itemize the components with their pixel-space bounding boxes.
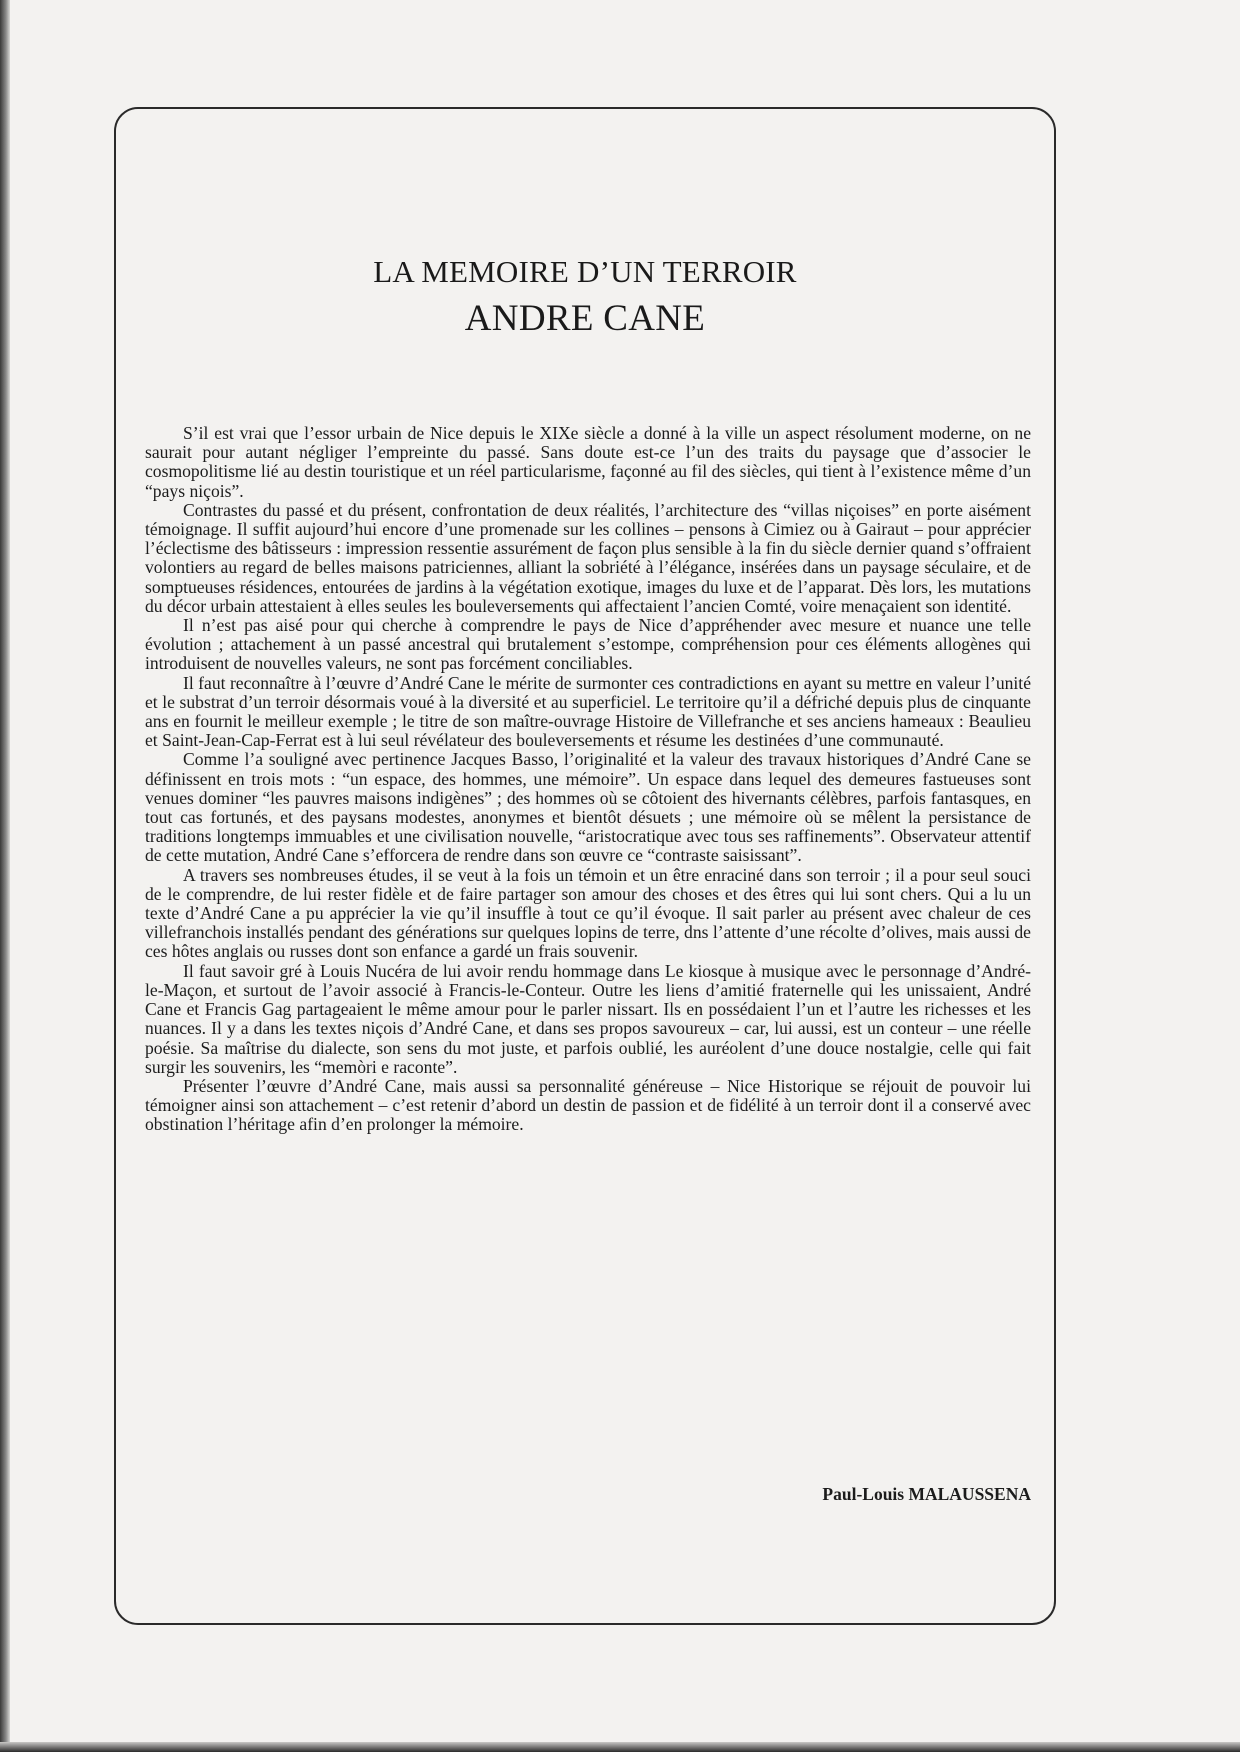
- title-line-1: LA MEMOIRE D’UN TERROIR: [373, 254, 797, 289]
- paragraph-5: Comme l’a souligné avec pertinence Jacques Basso, l’originalité et la valeur des travaux historiques d’André Cane se définissent en trois mots : “un espace, des hommes, une mémoire”. Un espace dans lequel des demeures fastueuses sont venues dominer “les pauvres maisons indigènes” ; des hommes où se côtoient des hivernants célèbres, parfois fantasques, en tout cas fortunés, et des paysans modestes, anonymes et bientôt désuets ; une mémoire où se mêlent la persistance de traditions longtemps immuables et une civilisation nouvelle, “aristocratique avec tous ses raffinements”. Observateur attentif de cette mutation, André Cane s’efforcera de rendre dans son œuvre ce “contraste saisissant”.: [145, 749, 1031, 866]
- paragraph-7: Il faut savoir gré à Louis Nucéra de lui avoir rendu hommage dans Le kiosque à musique avec le personnage d’André-le-Maçon, et surtout de l’avoir associé à Francis-le-Conteur. Outre les liens d’amitié fraternelle qui les unissaient, André Cane et Francis Gag partageaient le même amour pour le parler nissart. Ils en possédaient l’un et l’autre les richesses et les nuances. Il y a dans les textes niçois d’André Cane, et dans ses propos savoureux – car, lui aussi, est un conteur – une réelle poésie. Sa maîtrise du dialecte, son sens du mot juste, et parfois oublié, les auréolent d’une douce nostalgie, celle qui fait surgir les souvenirs, les “memòri e raconte”.: [145, 960, 1031, 1077]
- paragraph-8: Présenter l’œuvre d’André Cane, mais aussi sa personnalité généreuse – Nice Historique se réjouit de pouvoir lui témoigner ainsi son attachement – c’est retenir d’abord un destin de passion et de fidélité à un terroir dont il a conservé avec obstination l’héritage afin d’en prolonger la mémoire.: [145, 1075, 1031, 1135]
- paragraph-2: Contrastes du passé et du présent, confrontation de deux réalités, l’architecture des “villas niçoises” en porte aisément témoignage. Il suffit aujourd’hui encore d’une promenade sur les collines – pensons à Cimiez ou à Gairaut – pour apprécier l’éclectisme des bâtisseurs : impression ressentie assurément de façon plus sensible à la fin du siècle dernier quand s’offraient volontiers au regard de belles maisons patriciennes, alliant la sobriété à l’élégance, insérées dans un paysage séculaire, et de somptueuses résidences, entourées de jardins à la végétation exotique, images du luxe et de l’apparat. Dès lors, les mutations du décor urbain attestaient à elles seules les bouleversements qui affectaient l’ancien Comté, voire menaçaient son identité.: [145, 499, 1031, 616]
- page-bottom-edge: [0, 1742, 1240, 1752]
- article-body: [145, 424, 1031, 1135]
- author-signature: Paul-Louis MALAUSSENA: [822, 1484, 1031, 1504]
- paragraph-3: Il n’est pas aisé pour qui cherche à comprendre le pays de Nice d’appréhender avec mesure et nuance une telle évolution ; attachement à un passé ancestral qui brutalement s’estompe, compréhension pour ces éléments allogènes qui introduisent de nouvelles valeurs, ne sont pas forcément conciliables.: [145, 615, 1031, 674]
- paragraph-1: S’il est vrai que l’essor urbain de Nice depuis le XIXe siècle a donné à la ville un aspect résolument moderne, on ne saurait pour autant négliger l’empreinte du passé. Sans doute est-ce l’un des traits du paysage que d’associer le cosmopolitisme lié au destin touristique et un réel particularisme, façonné au fil des siècles, qui tient à l’existence même d’un “pays niçois”.: [145, 423, 1031, 501]
- paragraph-6: A travers ses nombreuses études, il se veut à la fois un témoin et un être enraciné dans son terroir ; il a pour seul souci de le comprendre, de lui rester fidèle et de faire partager son amour des choses et des êtres qui lui sont chers. Qui a lu un texte d’André Cane a pu apprécier la vie qu’il insuffle à tout ce qu’il évoque. Il sait parler au présent avec chaleur de ces villefranchois installés pendant des générations sur quelques lopins de terre, dns l’attente d’une récolte d’olives, mais aussi de ces hôtes anglais ou russes dont son enfance a gardé un frais souvenir.: [145, 864, 1031, 962]
- binding-edge: [0, 0, 10, 1752]
- paragraph-4: Il faut reconnaître à l’œuvre d’André Cane le mérite de surmonter ces contradictions en ayant su mettre en valeur l’unité et le substrat d’un terroir désormais voué à la diversité et au superficiel. Le territoire qu’il a défriché depuis plus de cinquante ans en fournit le meilleur exemple ; le titre de son maître-ouvrage Histoire de Villefranche et ses anciens hameaux : Beaulieu et Saint-Jean-Cap-Ferrat est à lui seul révélateur des bouleversements et résume les destinées d’une communauté.: [145, 672, 1031, 751]
- title-line-2: ANDRE CANE: [464, 298, 706, 339]
